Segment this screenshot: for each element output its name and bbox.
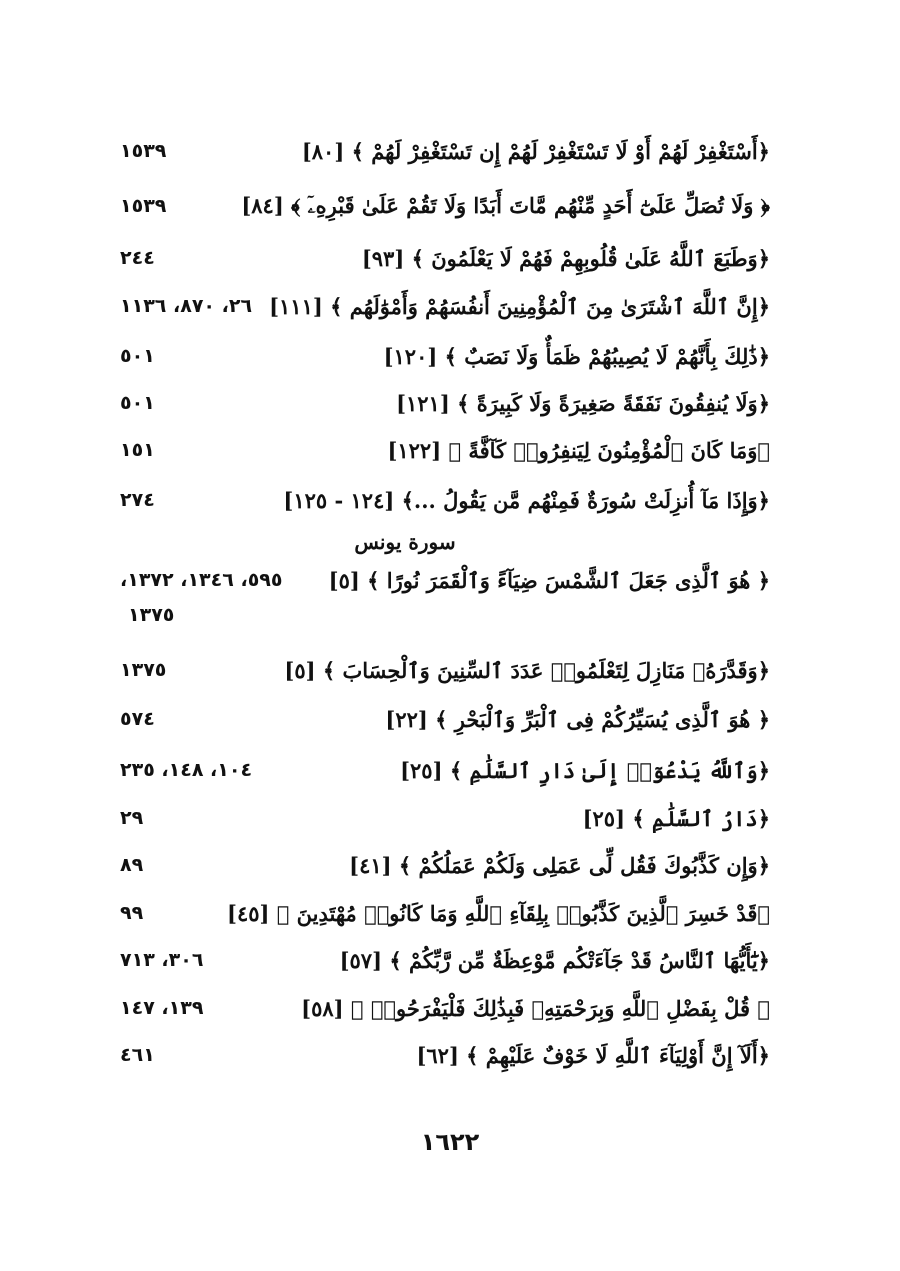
entry-pages: ٥٩٥، ١٣٤٦، ١٣٧٢، (120, 569, 283, 591)
entry-pages: ١٠٤، ١٤٨، ٢٣٥ (120, 759, 253, 781)
index-entry (120, 750, 770, 790)
entry-pages: ١٥١ (120, 439, 155, 461)
index-entry (120, 238, 770, 278)
entry-pages: ٢٦، ٨٧٠، ١١٣٦ (120, 295, 253, 317)
surah-heading: سورة يونس (354, 530, 456, 554)
index-entry (120, 286, 770, 326)
entry-verse: ﴿ وَلَا تُصَلِّ عَلَىٰٓ أَحَدٍ مِّنْهُم مَّاتَ أَبَدًا وَلَا تَقُمْ عَلَىٰ قَبْرِهِۦٓ ﴾ [٨٤] (241, 193, 770, 218)
entry-pages: ٣٠٦، ٧١٣ (120, 949, 204, 971)
entry-pages: ١٥٣٩ (120, 140, 167, 162)
entry-verse: ﴿أَسْتَغْفِرْ لَهُمْ أَوْ لَا تَسْتَغْفِرْ لَهُمْ إِن تَسْتَغْفِرْ لَهُمْ ﴾ [٨٠] (301, 138, 770, 164)
entry-verse: ﴿وَإِن كَذَّبُوكَ فَقُل لِّى عَمَلِى وَلَكُمْ عَمَلُكُمْ ﴾ [٤١] (349, 852, 770, 878)
index-entry (120, 940, 770, 980)
index-entry (120, 699, 770, 739)
index-entry (120, 988, 770, 1028)
index-entry (120, 560, 770, 600)
entry-verse: ﴿وَلَا يُنفِقُونَ نَفَقَةً صَغِيرَةً وَلَا كَبِيرَةً ﴾ [١٢١] (396, 390, 770, 416)
page-number: ١٦٢٢ (420, 1128, 480, 1156)
entry-pages: ١٥٣٩ (120, 195, 167, 217)
entry-pages: ٥٠١ (120, 392, 155, 414)
entry-verse: ﴿إِنَّ ٱللَّهَ ٱشْتَرَىٰ مِنَ ٱلْمُؤْمِنِينَ أَنفُسَهُمْ وَأَمْوَٰلَهُم ﴾ [١١١] (269, 293, 770, 319)
index-entry (120, 845, 770, 885)
entry-verse: ﴿يَٰٓأَيُّهَا ٱلنَّاسُ قَدْ جَآءَتْكُم مَّوْعِظَةٌ مِّن رَّبِّكُمْ ﴾ [٥٧] (339, 947, 770, 973)
entry-verse: ﴿ذَٰلِكَ بِأَنَّهُمْ لَا يُصِيبُهُمْ ظَمَأٌ وَلَا نَصَبٌ ﴾ [١٢٠] (383, 343, 770, 369)
index-entry (120, 650, 770, 690)
index-entry (120, 893, 770, 933)
index-entry (120, 336, 770, 376)
entry-verse: ﴿وَإِذَا مَآ أُنزِلَتْ سُورَةٌ فَمِنْهُم مَّن يَقُولُ ...﴾ [١٢٤ - ١٢٥] (283, 487, 770, 513)
entry-pages: ١٣٩، ١٤٧ (120, 997, 204, 1019)
index-entry (120, 131, 770, 171)
entry-pages: ٥٠١ (120, 345, 155, 367)
index-entry (120, 480, 770, 520)
entry-verse: ﴿ هُوَ ٱلَّذِى يُسَيِّرُكُمْ فِى ٱلْبَرِّ وَٱلْبَحْرِ ﴾ [٢٢] (385, 706, 770, 732)
entry-pages: ٨٩ (120, 854, 144, 876)
entry-pages: ١٣٧٥ (120, 659, 167, 681)
index-entry (120, 383, 770, 423)
entry-pages-continued: ١٣٧٥ (128, 604, 175, 626)
index-entry (120, 430, 770, 470)
entry-pages: ٢٤٤ (120, 247, 155, 269)
entry-pages: ٤٦١ (120, 1044, 155, 1066)
entry-verse: ﴿وَطَبَعَ ٱللَّهُ عَلَىٰ قُلُوبِهِمْ فَهُمْ لَا يَعْلَمُونَ ﴾ [٩٣] (361, 245, 770, 271)
entry-verse: ﴿ قُلْ بِفَضْلِ ٱللَّهِ وَبِرَحْمَتِهِۦ فَبِذَٰلِكَ فَلْيَفْرَحُوا۟ ﴾ [٥٨] (301, 995, 770, 1021)
entry-pages: ٢٧٤ (120, 489, 155, 511)
entry-verse: ﴿وَقَدَّرَهُۥ مَنَازِلَ لِتَعْلَمُوا۟ عَدَدَ ٱلسِّنِينَ وَٱلْحِسَابَ ﴾ [٥] (284, 657, 770, 683)
index-entry (120, 1035, 770, 1075)
entry-verse: ﴿وَمَا كَانَ ٱلْمُؤْمِنُونَ لِيَنفِرُوا۟ كَآفَّةً ﴾ [١٢٢] (387, 437, 770, 463)
entry-verse: ﴿وَٱللَّهُ يَدْعُوٓا۟ إِلَىٰ دَارِ ٱلسَّلَٰمِ ﴾ [٢٥] (400, 757, 770, 783)
index-entry (120, 798, 770, 838)
entry-pages: ٩٩ (120, 902, 144, 924)
entry-pages: ٢٩ (120, 807, 144, 829)
entry-verse: ﴿دَارُ ٱلسَّلَٰمِ ﴾ [٢٥] (582, 805, 770, 831)
entry-pages: ٥٧٤ (120, 708, 155, 730)
entry-verse: ﴿أَلَآ إِنَّ أَوْلِيَآءَ ٱللَّهِ لَا خَوْفٌ عَلَيْهِمْ ﴾ [٦٢] (416, 1042, 770, 1068)
index-entry (120, 186, 770, 226)
entry-verse: ﴿ هُوَ ٱلَّذِى جَعَلَ ٱلشَّمْسَ ضِيَآءً وَٱلْقَمَرَ نُورًا ﴾ [٥] (328, 567, 770, 593)
entry-verse: ﴿قَدْ خَسِرَ ٱلَّذِينَ كَذَّبُوا۟ بِلِقَآءِ ٱللَّهِ وَمَا كَانُوا۟ مُهْتَدِينَ ﴾ [٤٥] (227, 900, 770, 926)
